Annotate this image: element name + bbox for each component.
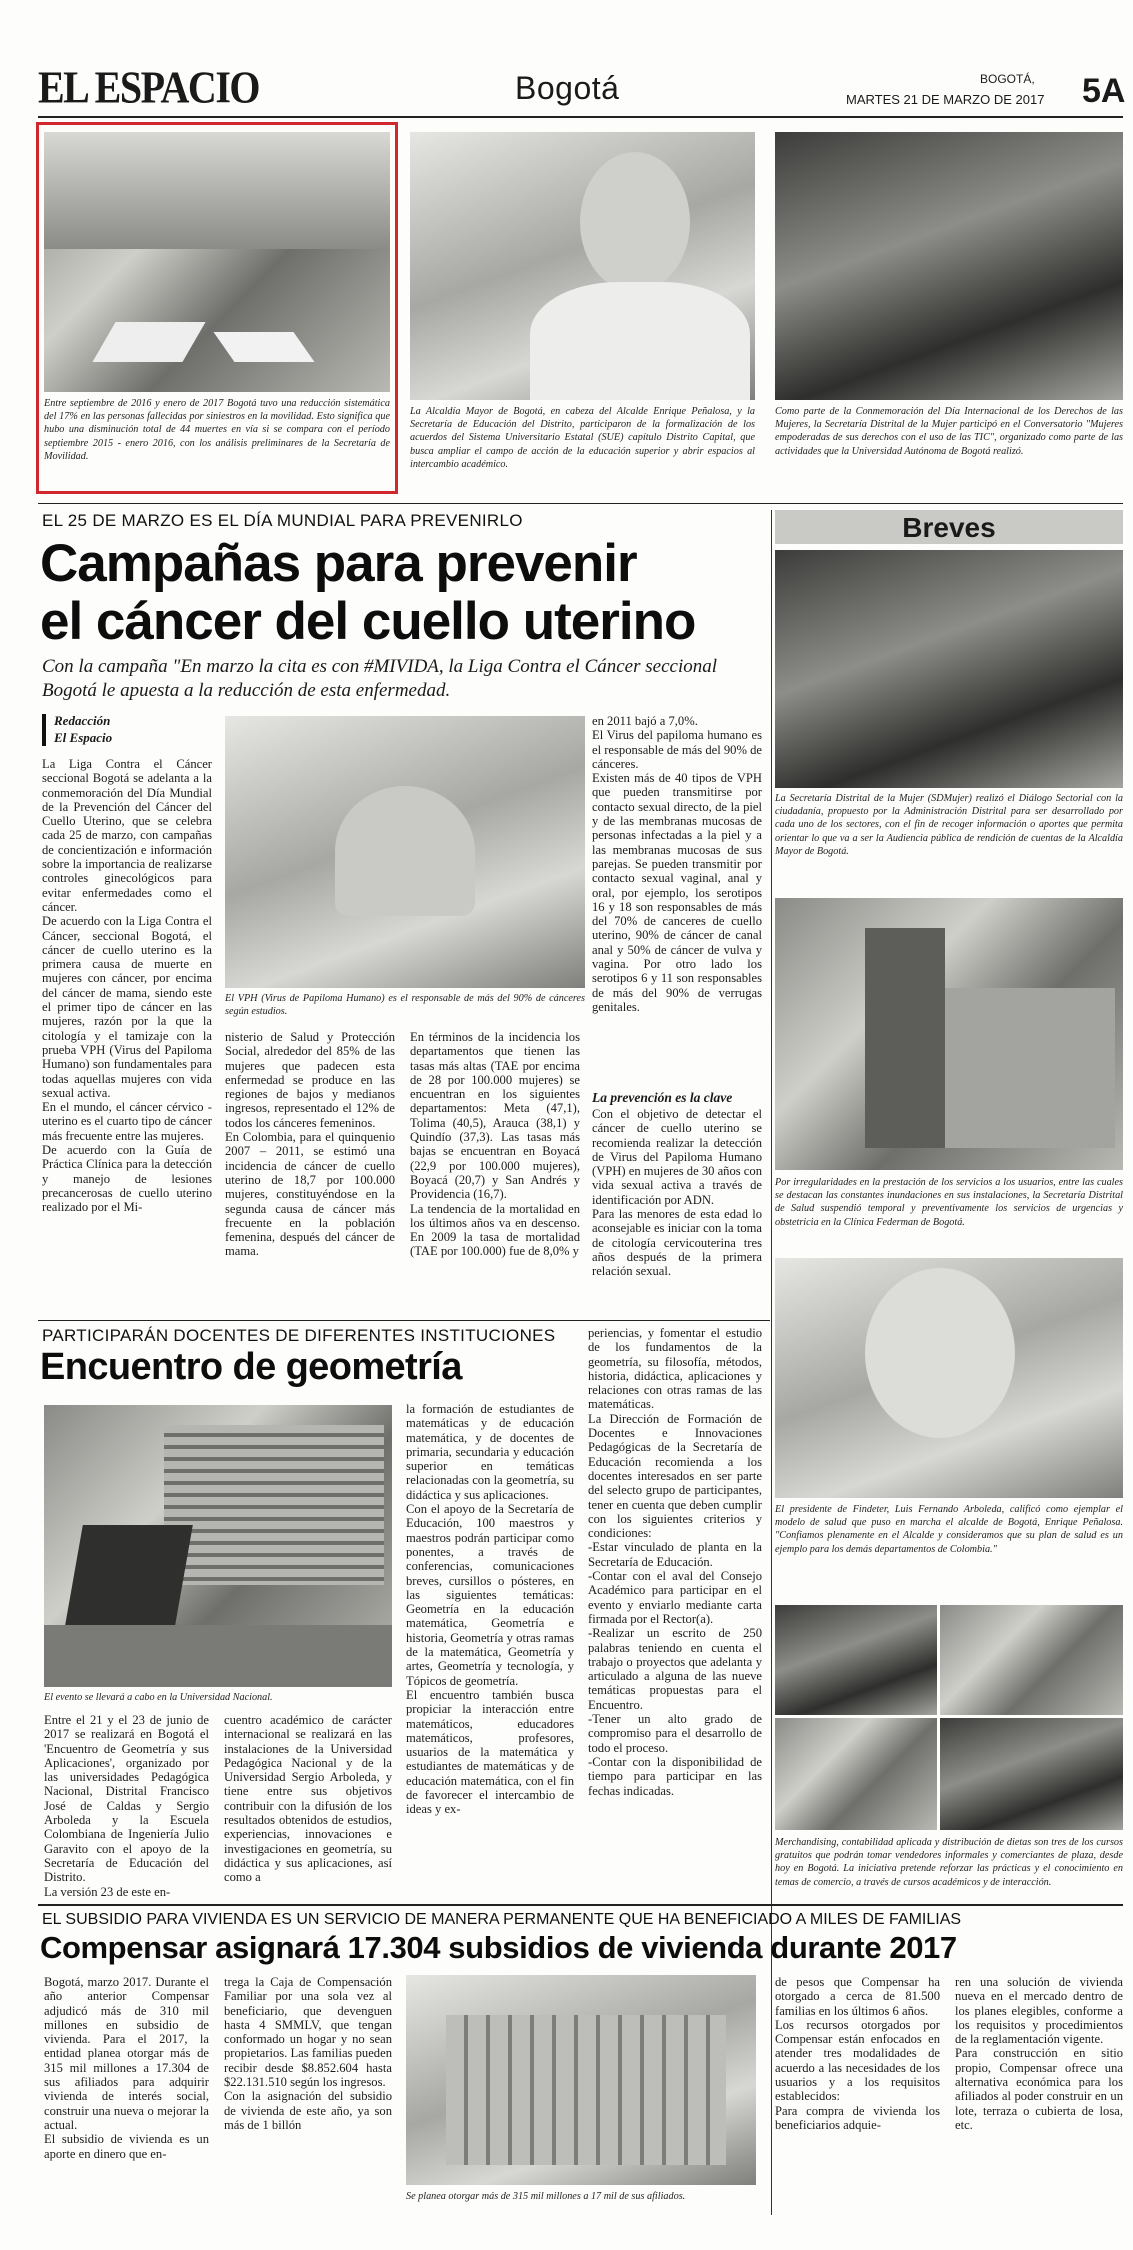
- breves-title: Breves: [902, 512, 996, 543]
- cancer-bottom-rule: [38, 1320, 770, 1321]
- cancer-col-2: nisterio de Salud y Protección Social, alrededor del 85% de las mujeres que padecen esta enfermedad se produce en las regiones de bajos y medianos ingresos, representado el 12% de todos los cánceres femeninos. En Colombia, para el quinquenio 2007 – 2011, se estimó una incidencia de cáncer de cuello uterino de 18,7 por 100.000 mujeres, constituyéndose en la segunda causa de cáncer más frecuente en la población femenina, después del cáncer de mama.: [225, 1030, 395, 1259]
- caption-traffic: Entre septiembre de 2016 y enero de 2017 Bogotá tuvo una reducción sistemática del 17% en las personas fallecidas por siniestros en la movilidad. Esto significa que hubo una disminución total de 44 muertes en vía si se compara con el período septiembre 2015 - enero 2016, con los análisis preliminares de la Secretaría de Movilidad.: [44, 398, 390, 462]
- header-rule: [38, 116, 1123, 118]
- geometria-col-2: cuentro académico de carácter internacional se realizará en las instalaciones de la Universidad Pedagógica Nacional y de la Universidad Sergio Arboleda, y tiene entre sus objetivos contribuir con la difusión de los resultados obtenidos de estudios, experiencias, innovaciones e investigaciones en geometría, su didáctica y sus aplicaciones, así como a: [224, 1713, 392, 1885]
- dateline-date: MARTES 21 DE MARZO DE 2017: [846, 92, 1045, 107]
- photo-universidad: [44, 1405, 392, 1687]
- compensar-kicker: EL SUBSIDIO PARA VIVIENDA ES UN SERVICIO DE MANERA PERMANENTE QUE HA BENEFICIADO A MILES DE FAMILIAS: [42, 1911, 962, 1928]
- cancer-col-4b: Con el objetivo de detectar el cáncer de cuello uterino se recomienda realizar la detección de Virus del Papiloma Humano (VPH) en mujeres de 30 años con vida sexual activa a través de identificación por ADN. Para las menores de esta edad lo aconsejable es iniciar con la toma de citología cervicouterina tres años después de la primera relación sexual.: [592, 1107, 762, 1279]
- cancer-headline-2: el cáncer del cuello uterino: [40, 592, 696, 651]
- caption-universidad: El evento se llevará a cabo en la Universidad Nacional.: [44, 1692, 273, 1703]
- section-title: Bogotá: [515, 70, 620, 106]
- geometria-bottom-rule: [38, 1904, 1123, 1906]
- byline-bar: [42, 714, 46, 746]
- caption-women: Como parte de la Conmemoración del Día Internacional de los Derechos de las Mujeres, la Secretaría Distrital de la Mujer participó en el Conversatorio "Mujeres empoderadas de sus derechos con el uso de las TIC", organizado como parte de las actividades que la Universidad Autónoma de Bogotá realizó.: [775, 406, 1123, 457]
- compensar-col-1: Bogotá, marzo 2017. Durante el año anterior Compensar adjudicó más de 310 mil millones en subsidio de vivienda. Para el 2017, la entidad planea otorgar más de 315 mil millones a 17.304 de sus afiliados para adquirir vivienda de interés social, construir una nueva o mejorar la actual. El subsidio de vivienda es un aporte en dinero que en-: [44, 1975, 209, 2161]
- byline-outlet: El Espacio: [54, 730, 113, 745]
- masthead: EL ESPACIO: [38, 61, 259, 113]
- geometria-col-1: Entre el 21 y el 23 de junio de 2017 se realizará en Bogotá el 'Encuentro de Geometría y sus Aplicaciones', organizado por las universidades Pedagógica Nacional, Distrital Francisco José de Caldas y Sergio Arboleda y la Escuela Colombiana de Ingeniería Julio Garavito con el apoyo de la Secretaría de Educación del Distrito. La versión 23 de este en-: [44, 1713, 209, 1899]
- compensar-col-3: de pesos que Compensar ha otorgado a cerca de 81.500 familias en los últimos 6 años. Los recursos otorgados por Compensar están enfocados en atender tres modalidades de acuerdo a las necesidades de los usuarios y a los requisitos establecidos: Para compra de vivienda los beneficiarios adquie-: [775, 1975, 940, 2132]
- caption-heart-hands: El VPH (Virus de Papiloma Humano) es el responsable de más del 90% de cánceres según estudios.: [225, 993, 585, 1018]
- compensar-col-2: trega la Caja de Compensación Familiar por una sola vez al beneficiario, que devenguen hasta 4 SMMLV, que tengan conformado un hogar y no sean propietarios. Las familias pueden recibir desde $8.852.604 hasta $22.131.510 según los ingresos. Con la asignación del subsidio de vivienda de este año, ya son más de 1 billón: [224, 1975, 392, 2132]
- cancer-col-3: En términos de la incidencia los departamentos que tienen las tasas más altas (TAE por encima de 28 por 100.000 mujeres) se encuentran en los siguientes departamentos: Meta (47,1), Tolima (40,5), Arauca (38,1) y Quindío (37,3). Las tasas más bajas se encuentran en Boyacá (22,9 por 100.000 mujeres), Boyacá (20,7) y San Andrés y Providencia (16,7). La tendencia de la mortalidad en los últimos años va en descenso. En 2009 la tasa de mortalidad (TAE por 100.000) fue de 8,0% y: [410, 1030, 580, 1259]
- photo-market-3: [775, 1718, 937, 1830]
- caption-breves-market: Merchandising, contabilidad aplicada y distribución de dietas son tres de los cursos gratuitos que podrán tomar vendedores informales y comerciantes de plaza, desde hoy en Bogotá. La iniciativa pretende reforzar las prácticas y el conocimiento en temas de comercio, a través de cursos académicos y de interacción.: [775, 1837, 1123, 1888]
- caption-breves-clinic: Por irregularidades en la prestación de los servicios a los usuarios, entre las cuales se destacan las constantes inundaciones en sus instalaciones, la Secretaría Distrital de Salud suspendió temporal y preventivamente los servicios de urgencias y obstetricia en la Clínica Federman de Bogotá.: [775, 1177, 1123, 1228]
- caption-housing: Se planea otorgar más de 315 mil millones a 17 mil de sus afiliados.: [406, 2191, 686, 2202]
- caption-breves-dialogue: La Secretaría Distrital de la Mujer (SDMujer) realizó el Diálogo Sectorial con la ciudadanía, propuesto por la Administración Distrital para ser desarrollado por cada uno de los sectores, con el fin de recoger información o aportes que permita orientar lo que va a ser la Audiencia pública de rendición de cuentas de la Alcaldía Mayor de Bogotá.: [775, 793, 1123, 857]
- cancer-col-4: en 2011 bajó a 7,0%. El Virus del papiloma humano es el responsable de más del 90% de cánceres. Existen más de 40 tipos de VPH que pueden transmitirse por contacto sexual directo, de la piel y de las membranas mucosas de personas infectadas a la piel y a las membranas mucosas de sus parejas. Se pueden transmitir por contacto sexual vaginal, anal y oral, por ejemplo, los serotipos 16 y 18 son responsables de más del 70% de canceres de cuello uterino, 90% de cáncer de canal anal y 50% de cáncer de vulva y vagina. Por otro lado los serotipos 6 y 11 son responsables de más del 90% de verrugas genitales.: [592, 714, 762, 1014]
- cancer-col-1: La Liga Contra el Cáncer seccional Bogotá se adelanta a la conmemoración del Día Mundial de la Prevención del Cáncer del Cuello Uterino, que se celebra cada 25 de marzo, con campañas de concientización e información sobre la importancia de realizarse controles ginecológicos para evitar enfermedades como el cáncer. De acuerdo con la Liga Contra el Cáncer, seccional Bogotá, el cáncer de cuello uterino es la primera causa de muerte en mujeres con cáncer, por encima del cáncer de mama, siendo este el primer tipo de cáncer en las mujeres, razón por la que la citología y el tamizaje con la prueba VPH (Virus del Papiloma Humano) son fundamentales para todas aquellas mujeres con vida sexual activa. En el mundo, el cáncer cérvico -uterino es el cuarto tipo de cáncer más frecuente entre las mujeres. De acuerdo con la Guía de Práctica Clínica para la detección y manejo de lesiones precancerosas de cuello uterino realizado por el Mi-: [42, 757, 212, 1215]
- page-number: 5A: [1082, 72, 1126, 110]
- photo-heart-hands: [225, 716, 585, 988]
- compensar-headline: Compensar asignará 17.304 subsidios de vivienda durante 2017: [40, 1930, 957, 1965]
- photo-market-2: [940, 1605, 1123, 1715]
- cancer-kicker: EL 25 DE MARZO ES EL DÍA MUNDIAL PARA PREVENIRLO: [42, 511, 523, 530]
- dateline-city: BOGOTÁ,: [980, 72, 1035, 86]
- photo-breves-findeter: [775, 1258, 1123, 1498]
- cancer-deck: Con la campaña "En marzo la cita es con #MIVIDA, la Liga Contra el Cáncer seccional Bogotá le apuesta a la reducción de esta enfermedad.: [42, 656, 718, 701]
- geometria-col-3: la formación de estudiantes de matemáticas y de educación matemática, y de docentes de primaria, secundaria y educación superior en temáticas relacionadas con la geometría, su didáctica y sus aplicaciones. Con el apoyo de la Secretaría de Educación, 100 maestros y maestros podrán participar como ponentes, a través de conferencias, comunicaciones breves, cursillos o pósteres, en las siguientes temáticas: Geometría en la educación matemática, Geometría e historia, Geometría y otras ramas de la matemática, Geometría y artes, Geometría y tecnología, y Tópicos de geometría. El encuentro también busca propiciar la interacción entre matemáticos, educadores matemáticos, profesores, usuarios de la matemática y estudiantes de matemáticas y de educación matemática, con el fin de favorecer el intercambio de ideas y ex-: [406, 1402, 574, 1817]
- compensar-col-4: ren una solución de vivienda nueva en el mercado dentro de los planes elegibles, conforme a los requisitos y procedimientos de la reglamentación vigente. Para construcción en sitio propio, Compensar ofrece una alternativa económica para los afiliados al poder construir en un lote, terraza o cubierta de losa, etc.: [955, 1975, 1123, 2132]
- geometria-col-4: periencias, y fomentar el estudio de los fundamentos de la geometría, su filosofía, métodos, historia, didáctica, aplicaciones y relaciones con otras ramas de las matemáticas. La Dirección de Formación de Docentes e Innovaciones Pedagógicas de la Secretaría de Educación recomienda a los docentes interesados en ser parte del selecto grupo de participantes, tener en cuenta que deben cumplir con los siguientes criterios y condiciones: -Estar vinculado de planta en la Secretaría de Educación. -Contar con el aval del Consejo Académico para participar en el evento y enviarlo mediante carta firmada por el Rector(a). -Realizar un escrito de 250 palabras teniendo en cuenta el trabajo o proyectos que adelanta y articulado a alguna de las nueve temáticas propuestas para el Encuentro. -Tener un alto grado de compromiso para el desarrollo de todo el proceso. -Contar con la disponibilidad de tiempo para participar en las fechas indicadas.: [588, 1326, 762, 1798]
- geometria-kicker: PARTICIPARÁN DOCENTES DE DIFERENTES INSTITUCIONES: [42, 1326, 556, 1345]
- caption-mayor: La Alcaldía Mayor de Bogotá, en cabeza del Alcalde Enrique Peñalosa, y la Secretaría de Educación del Distrito, participaron de la formalización de los acuerdos del Sistema Universitario Estatal (SUE) capítulo Distrito Capital, que busca ampliar el campo de acción de la educación superior y abrir espacios al intercambio académico.: [410, 406, 755, 470]
- byline-name: Redacción: [54, 713, 111, 728]
- top-row-rule: [38, 503, 1123, 504]
- photo-housing: [406, 1975, 756, 2185]
- geometria-headline: Encuentro de geometría: [40, 1346, 462, 1388]
- caption-breves-findeter: El presidente de Findeter, Luis Fernando Arboleda, calificó como ejemplar el modelo de salud que puso en marcha el alcalde de Bogotá, Enrique Peñalosa. "Confiamos plenamente en el Alcalde y consideramos que su plan de salud es un ejemplo para los demás departamentos de Colombia.": [775, 1504, 1123, 1555]
- photo-women-group: [775, 132, 1123, 400]
- cancer-subhead: La prevención es la clave: [592, 1090, 733, 1105]
- photo-mayor: [410, 132, 755, 400]
- photo-breves-dialogue: [775, 550, 1123, 788]
- photo-traffic-street: [44, 132, 390, 392]
- photo-market-1: [775, 1605, 937, 1715]
- photo-market-4: [940, 1718, 1123, 1830]
- photo-breves-clinic: [775, 898, 1123, 1170]
- cancer-headline-1: Campañas para prevenir: [40, 534, 637, 593]
